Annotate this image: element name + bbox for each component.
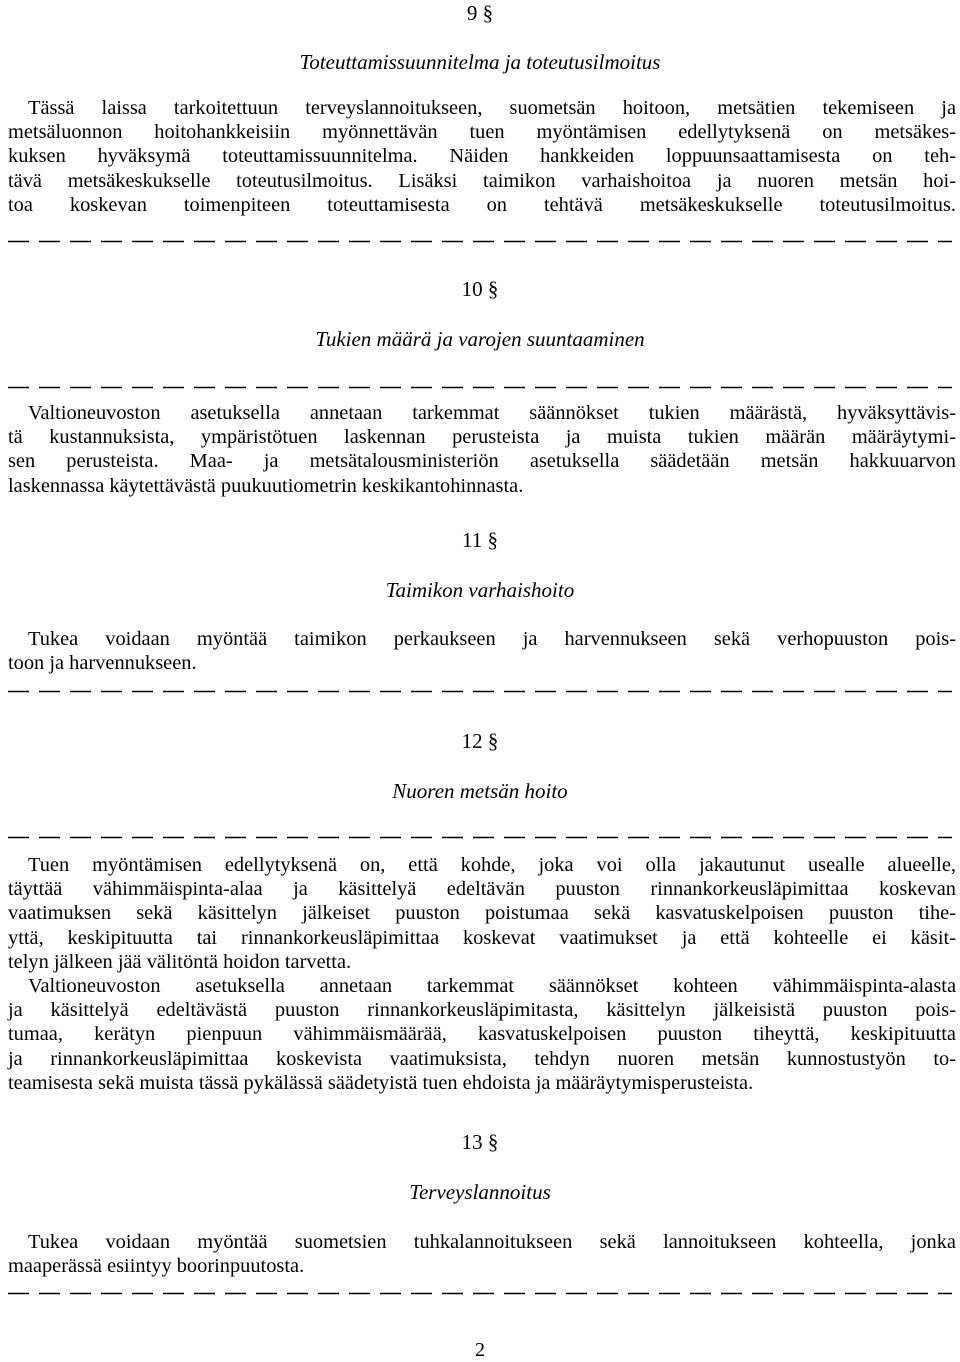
text-line: Tukea voidaan myöntää suometsien tuhkalannoitukseen sekä lannoitukseen kohteella, jonka (28, 1231, 956, 1253)
text-line: toon ja harvennukseen. (8, 652, 197, 675)
section-13-paragraph (8, 1230, 956, 1278)
text-line: ja käsittelyä edeltävästä puuston rinnankorkeusläpimitasta, käsittelyn jälkeisistä puuston pois- (8, 999, 956, 1022)
text-line: täyttää vähimmäispinta-alaa ja käsittelyä edeltävän puuston rinnankorkeusläpimittaa koskevan (8, 878, 956, 901)
text-line: yttä, keskipituutta tai rinnankorkeusläpimittaa koskevat vaatimukset ja että kohteelle ei käsit- (8, 926, 956, 949)
section-12-title: Nuoren metsän hoito (392, 779, 568, 803)
page-number: 2 (475, 1339, 485, 1361)
text-line: ja rinnankorkeusläpimittaa koskevista vaatimuksista, tehdyn nuoren metsän kunnostustyön to- (8, 1047, 956, 1070)
text-line: tävä metsäkeskukselle toteutusilmoitus. Lisäksi taimikon varhaishoitoa ja nuoren metsän hoi- (8, 169, 956, 192)
section-9-paragraph (8, 96, 956, 217)
text-line: metsäluonnon hoitohankkeisiin myönnettävän tuen myöntämisen edellytyksenä on metsäkes- (8, 121, 956, 144)
text-line: teamisesta sekä muista tässä pykälässä säädetyistä tuen ehdoista ja määräytymisperusteista. (8, 1071, 754, 1094)
text-line: laskennassa käytettävästä puukuutiometrin keskikantohinnasta. (8, 474, 524, 497)
text-line: vaatimuksen sekä käsittelyn jälkeiset puuston poistumaa sekä kasvatuskelpoisen puuston tihe- (8, 902, 956, 925)
section-11-number: 11 § (462, 528, 498, 552)
section-13-number: 13 § (461, 1130, 499, 1154)
section-10-title: Tukien määrä ja varojen suuntaaminen (315, 327, 645, 351)
section-9-title: Toteuttamissuunnitelma ja toteutusilmoitus (299, 50, 661, 74)
section-12-paragraph-1 (8, 853, 956, 974)
text-line: tumaa, kerätyn pienpuun vähimmäismäärää, kasvatuskelpoisen puuston tiheyttä, keskipituutta (8, 1023, 956, 1046)
text-line: Tässä laissa tarkoitettuun terveyslannoitukseen, suometsän hoitoon, metsätien tekemiseen ja (28, 97, 956, 119)
section-11-title: Taimikon varhaishoito (385, 578, 575, 602)
text-line: Tukea voidaan myöntää taimikon perkaukseen ja harvennukseen sekä verhopuuston pois- (28, 628, 956, 650)
text-line: maaperässä esiintyy boorinpuutosta. (8, 1255, 305, 1278)
text-line: sen perusteista. Maa- ja metsätalousministeriön asetuksella säädetään metsän hakkuuarvon (8, 450, 956, 473)
text-line: tä kustannuksista, ympäristötuen laskennan perusteista ja muista tukien määrän määräytymi- (8, 426, 956, 449)
text-line: kuksen hyväksymä toteuttamissuunnitelma. Näiden hankkeiden loppuunsaattamisesta on teh- (8, 145, 956, 168)
text-line: Valtioneuvoston asetuksella annetaan tarkemmat säännökset tukien määrästä, hyväksyttävis- (28, 402, 956, 424)
text-line: telyn jälkeen jää välitöntä hoidon tarvetta. (8, 950, 352, 973)
section-10-number: 10 § (461, 277, 499, 301)
section-12-paragraph-2 (8, 974, 956, 1095)
section-13-title: Terveyslannoitus (409, 1180, 551, 1204)
section-11-paragraph (8, 627, 956, 675)
section-10-paragraph (8, 401, 956, 498)
section-9-number: 9 § (466, 1, 494, 25)
text-line: Valtioneuvoston asetuksella annetaan tarkemmat säännökset kohteen vähimmäispinta-alasta (28, 975, 956, 997)
text-line: toa koskevan toimenpiteen toteuttamisesta on tehtävä metsäkeskukselle toteutusilmoitus. (8, 193, 956, 216)
text-line: Tuen myöntämisen edellytyksenä on, että kohde, joka voi olla jakautunut usealle alueelle, (28, 854, 956, 876)
section-12-number: 12 § (461, 729, 499, 753)
